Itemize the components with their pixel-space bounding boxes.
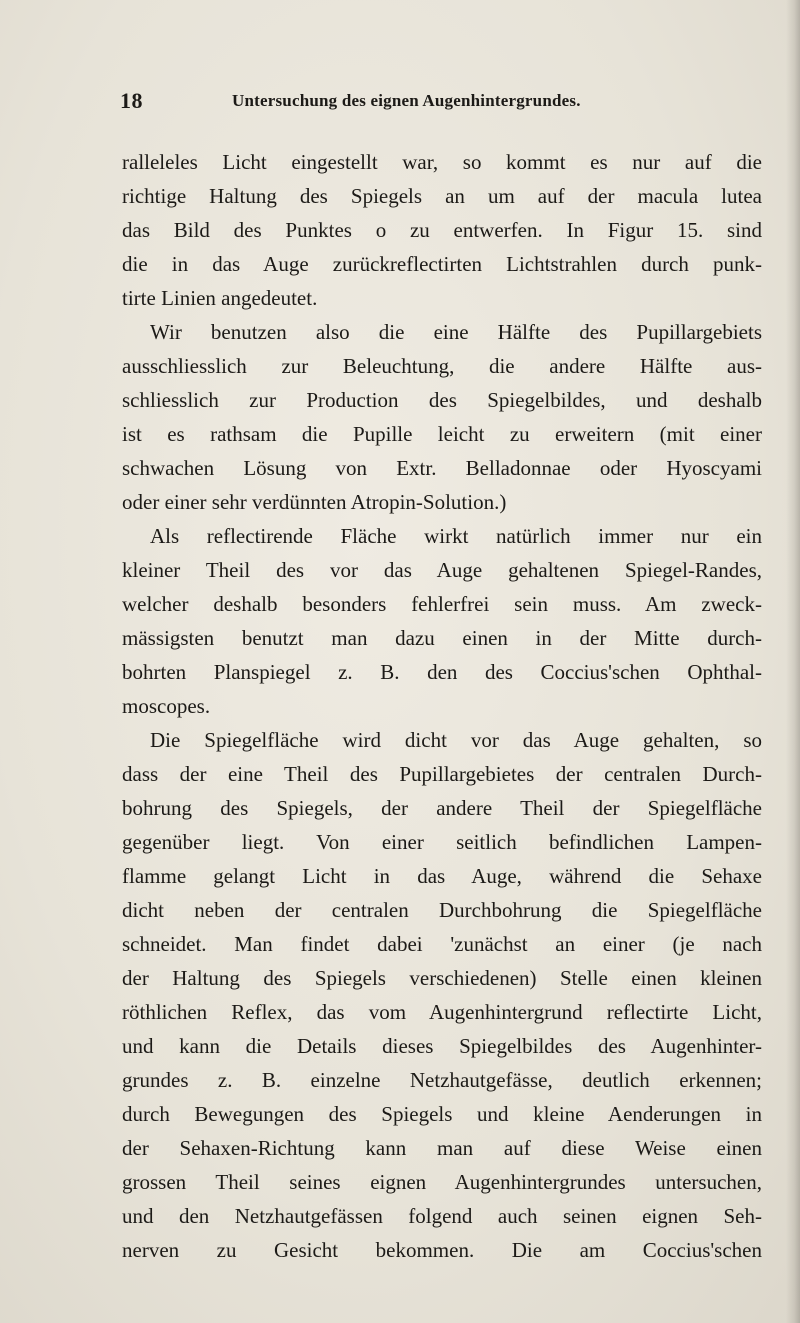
page-edge-shadow: [786, 0, 800, 1323]
text-line: schwachen Lösung von Extr. Belladonnae oder Hyoscyami: [122, 456, 762, 480]
text-line: Als reflectirende Fläche wirkt natürlich immer nur ein: [150, 524, 762, 548]
text-line: das Bild des Punktes o zu entwerfen. In Figur 15. sind: [122, 218, 762, 242]
page-number: 18: [120, 88, 143, 113]
text-line: ralleleles Licht eingestellt war, so kommt es nur auf die: [122, 150, 762, 174]
text-line: tirte Linien angedeutet.: [122, 286, 318, 310]
text-line: kleiner Theil des vor das Auge gehaltenen Spiegel-Randes,: [122, 558, 762, 582]
body-text: [122, 145, 762, 1267]
text-line: richtige Haltung des Spiegels an um auf der macula lutea: [122, 184, 762, 208]
text-line: schneidet. Man findet dabei 'zunächst an einer (je nach: [122, 932, 762, 956]
text-line: nerven zu Gesicht bekommen. Die am Coccius'schen: [122, 1238, 762, 1262]
text-line: die in das Auge zurückreflectirten Lichtstrahlen durch punk-: [122, 252, 762, 276]
text-line: oder einer sehr verdünnten Atropin-Solution.): [122, 490, 507, 514]
text-line: Wir benutzen also die eine Hälfte des Pupillargebiets: [150, 320, 762, 344]
text-line: flamme gelangt Licht in das Auge, während die Sehaxe: [122, 864, 762, 888]
text-line: mässigsten benutzt man dazu einen in der Mitte durch-: [122, 626, 762, 650]
text-line: grundes z. B. einzelne Netzhautgefässe, deutlich erkennen;: [122, 1068, 762, 1092]
text-line: ausschliesslich zur Beleuchtung, die andere Hälfte aus-: [122, 354, 762, 378]
text-line: ist es rathsam die Pupille leicht zu erweitern (mit einer: [122, 422, 762, 446]
text-line: moscopes.: [122, 694, 211, 718]
text-line: und kann die Details dieses Spiegelbildes des Augenhinter-: [122, 1034, 762, 1058]
text-line: welcher deshalb besonders fehlerfrei sein muss. Am zweck-: [122, 592, 762, 616]
text-line: Die Spiegelfläche wird dicht vor das Auge gehalten, so: [150, 728, 762, 752]
running-title: Untersuchung des eignen Augenhintergrundes.: [232, 91, 581, 110]
text-line: schliesslich zur Production des Spiegelbildes, und deshalb: [122, 388, 762, 412]
text-line: dicht neben der centralen Durchbohrung die Spiegelfläche: [122, 898, 762, 922]
text-line: bohrung des Spiegels, der andere Theil der Spiegelfläche: [122, 796, 762, 820]
text-line: gegenüber liegt. Von einer seitlich befindlichen Lampen-: [122, 830, 762, 854]
text-line: und den Netzhautgefässen folgend auch seinen eignen Seh-: [122, 1204, 762, 1228]
text-line: grossen Theil seines eignen Augenhintergrundes untersuchen,: [122, 1170, 762, 1194]
page-header: [120, 88, 740, 118]
text-line: dass der eine Theil des Pupillargebietes der centralen Durch-: [122, 762, 762, 786]
text-line: röthlichen Reflex, das vom Augenhintergrund reflectirte Licht,: [122, 1000, 762, 1024]
text-line: der Haltung des Spiegels verschiedenen) Stelle einen kleinen: [122, 966, 762, 990]
text-line: der Sehaxen-Richtung kann man auf diese Weise einen: [122, 1136, 762, 1160]
text-line: durch Bewegungen des Spiegels und kleine Aenderungen in: [122, 1102, 762, 1126]
text-line: bohrten Planspiegel z. B. den des Coccius'schen Ophthal-: [122, 660, 762, 684]
